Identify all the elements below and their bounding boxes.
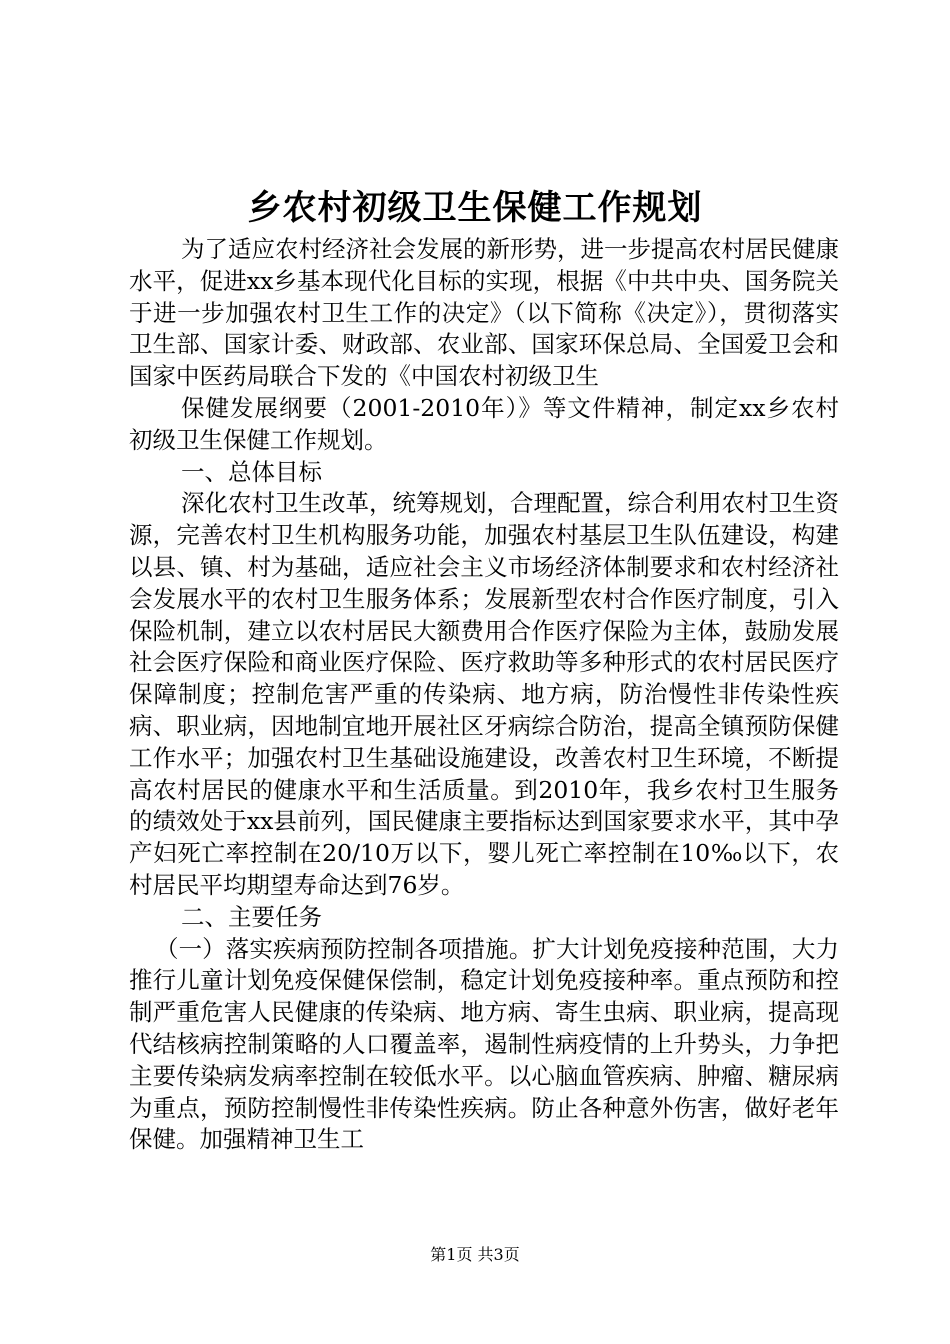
page-title: 乡农村初级卫生保健工作规划	[247, 188, 703, 228]
paragraph-intro-continued: 保健发展纲要（2001-2010年）》等文件精神，制定xx乡农村初级卫生保健工作规划。	[129, 393, 839, 454]
paragraph-intro: 为了适应农村经济社会发展的新形势，进一步提高农村居民健康水平，促进xx乡基本现代化目标的实现，根据《中共中央、国务院关于进一步加强农村卫生工作的决定》（以下简称《决定》），贯彻落实卫生部、国家计委、财政部、农业部、国家环保总局、全国爱卫会和国家中医药局联合下发的《中国农村初级卫生	[129, 235, 839, 391]
document-body	[129, 234, 839, 1156]
paragraph-overall-goals: 深化农村卫生改革，统筹规划，合理配置，综合利用农村卫生资源，完善农村卫生机构服务功能，加强农村基层卫生队伍建设，构建以县、镇、村为基础，适应社会主义市场经济体制要求和农村经济社会发展水平的农村卫生服务体系；发展新型农村合作医疗制度，引入保险机制，建立以农村居民大额费用合作医疗保险为主体，鼓励发展社会医疗保险和商业医疗保险、医疗救助等多种形式的农村居民医疗保障制度；控制危害严重的传染病、地方病，防治慢性非传染性疾病、职业病，因地制宜地开展社区牙病综合防治，提高全镇预防保健工作水平；加强农村卫生基础设施建设，改善农村卫生环境，不断提高农村居民的健康水平和生活质量。到2010年，我乡农村卫生服务的绩效处于xx县前列，国民健康主要指标达到国家要求水平，其中孕产妇死亡率控制在20/10万以下，婴儿死亡率控制在10‰以下，农村居民平均期望寿命达到76岁。	[129, 489, 839, 899]
section-heading-overall-goals: 一、总体目标	[181, 457, 322, 486]
page-footer: 第1页 共3页	[430, 1245, 520, 1264]
section-heading-main-tasks: 二、主要任务	[181, 902, 322, 931]
paragraph-main-tasks-1: （一）落实疾病预防控制各项措施。扩大计划免疫接种范围，大力推行儿童计划免疫保健保偿制，稳定计划免疫接种率。重点预防和控制严重危害人民健康的传染病、地方病、寄生虫病、职业病，提高现代结核病控制策略的人口覆盖率，遏制性病疫情的上升势头，力争把主要传染病发病率控制在较低水平。以心脑血管疾病、肿瘤、糖尿病为重点，预防控制慢性非传染性疾病。防止各种意外伤害，做好老年保健。加强精神卫生工	[129, 934, 839, 1154]
